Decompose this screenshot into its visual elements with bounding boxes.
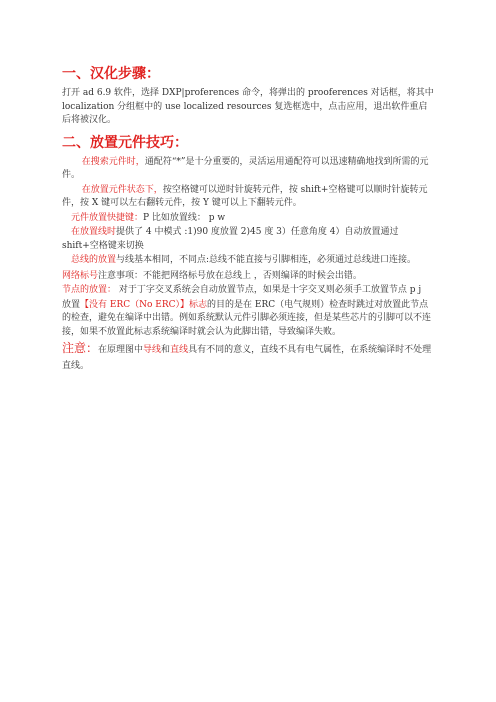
rotate-tip-text: 按空格键可以逆时针旋转元件，按 shift+空格键可以顺时针旋转元件，按 X 键可以左右翻转元件，按 Y 键可以上下翻转元件。 [62,184,428,208]
netlabel-tip-label: 网络标号 [62,270,99,281]
paragraph-wire-tip [62,226,434,253]
paragraph-junction-tip [62,284,434,298]
search-tip-label: 在搜索元件时， [81,156,145,167]
shortcut-tip-label: 元件放置快捷键： [71,212,144,223]
paragraph-note [62,341,434,374]
wire-tip-text: 提供了 4 中模式 :1)90 度放置 2)45 度 3）任意角度 4）自动放置通过 shift+空格键来切换 [62,227,399,251]
note-text-1: 在原理图中 [98,345,144,355]
erc-tip-label-pre: 放置 [62,299,81,310]
paragraph-bus-tip [62,254,434,268]
paragraph-search-tip [62,156,434,183]
paragraph-localization: 打开 ad 6.9 软件，选择 DXP|proferences 命令，将弹出的 prooferences 对话框，将其中 localization 分组框中的 use localized resources 复选框选中，点击应用，退出软件重启后将被汉化。 [62,88,434,125]
wire-tip-label: 在放置线时 [71,227,117,237]
paragraph-shortcut-tip [62,212,434,226]
shortcut-tip-text: P 比如放置线： p w [143,212,226,223]
junction-tip-label: 节点的放置： [62,285,117,295]
rotate-tip-label: 在放置元件状态下， [81,184,163,195]
note-word-wire: 导线 [143,345,162,355]
erc-tip-text: 的目的是在 ERC（电气规则）检查时跳过对放置此节点的检查，避免在编译中出错。例如系统默认元件引脚必须连接，但是某些芯片的引脚可以不连接，如果不放置此标志系统编译时就会认为此脚出错，导致编译失败。 [62,299,432,337]
erc-tip-label-post: 标志 [189,299,208,310]
paragraph-rotate-tip [62,184,434,211]
document-body [62,64,434,374]
paragraph-erc-tip [62,299,434,340]
bus-tip-text: 与线基本相同，不同点:总线不能直接与引脚相连，必须通过总线进口连接。 [116,255,417,265]
note-text-3: 具有不同的意义，直线不具有电气属性，在系统编译时不处理直线。 [62,345,432,371]
paragraph-netlabel-tip [62,270,434,284]
heading-placement-tips: 二、放置元件技巧： [62,134,188,151]
note-word-line: 直线 [170,345,189,355]
erc-tip-label-bracket: 【没有 ERC（No ERC）】 [80,299,189,310]
note-label: 注意： [62,341,99,355]
search-tip-text: 通配符“*”是十分重要的，灵活运用通配符可以迅速精确地找到所需的元件。 [62,156,429,180]
junction-tip-text: 对于丁字交叉系统会自动放置节点，如果是十字交叉则必须手工放置节点 p j [116,285,422,295]
note-text-2: 和 [161,345,171,355]
heading-localization-steps: 一、汉化步骤： [62,66,160,82]
netlabel-tip-text: 注意事项：不能把网络标号放在总线上 ，否则编译的时候会出错。 [98,270,362,281]
bus-tip-label: 总线的放置 [71,255,117,265]
